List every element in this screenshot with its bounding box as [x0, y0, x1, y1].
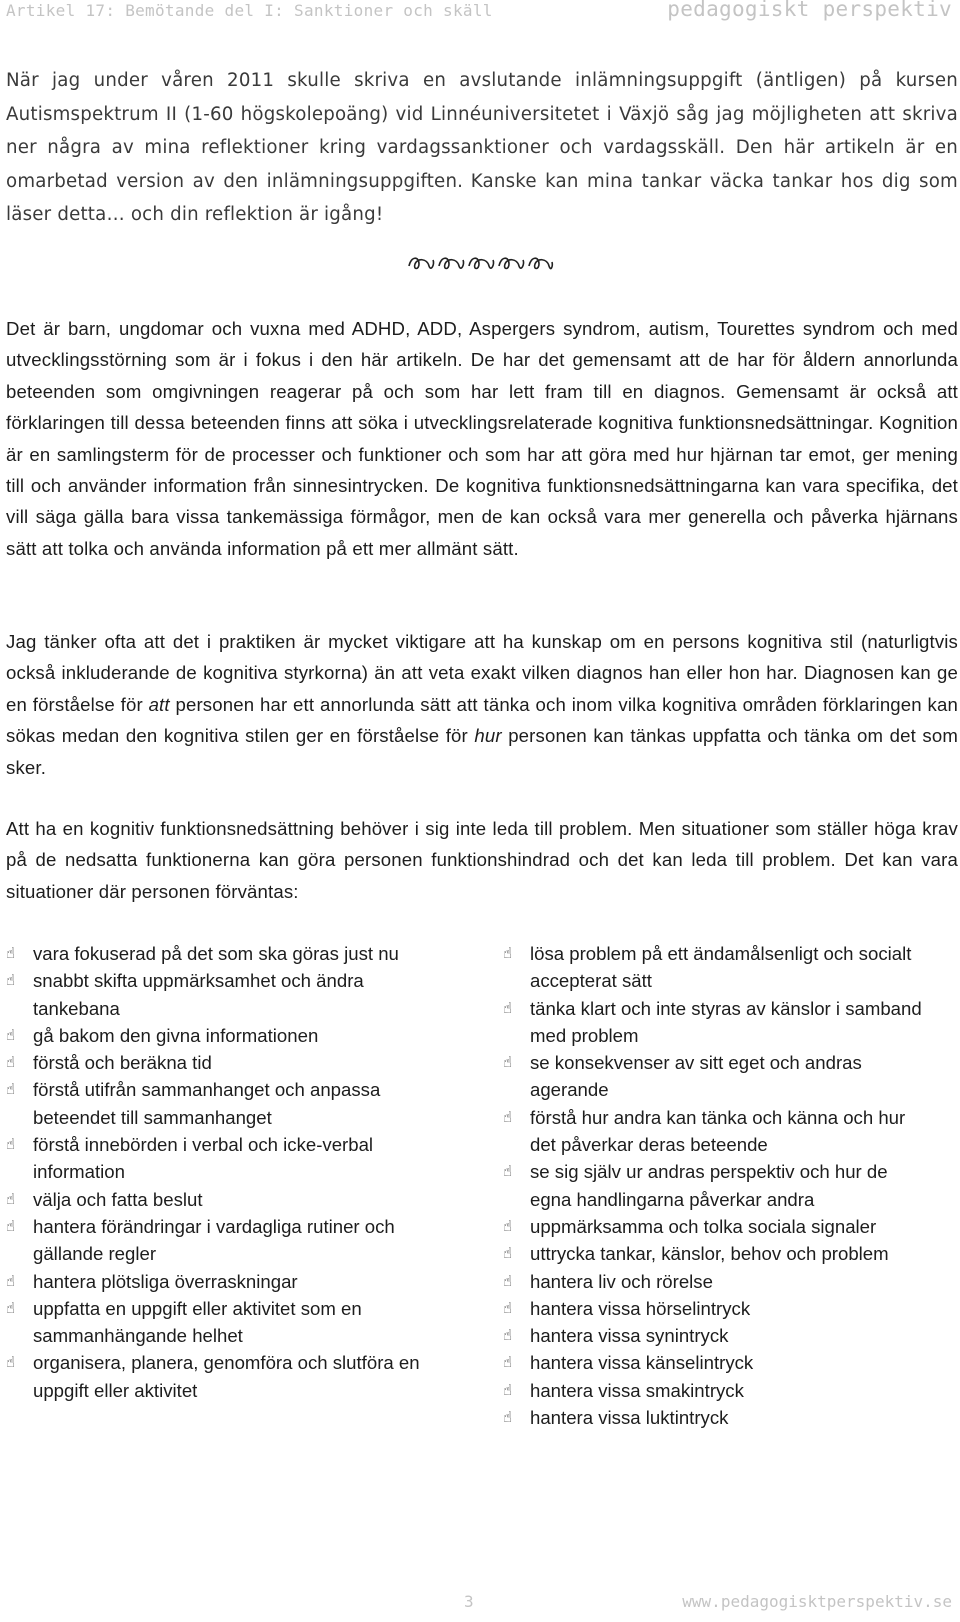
paragraph-cognitive-style — [6, 626, 958, 783]
list-item — [503, 1349, 923, 1376]
section-divider-ornament — [0, 252, 960, 280]
article-title-header: Artikel 17: Bemötande del I: Sanktioner och skäll — [6, 1, 493, 20]
list-item-text: förstå och beräkna tid — [33, 1052, 212, 1074]
list-item-text: hantera vissa känselintryck — [530, 1352, 754, 1374]
list-item-text: förstå innebörden i verbal och icke-verbal information — [33, 1134, 374, 1183]
hand-bullet-icon: ☝ — [6, 1353, 16, 1372]
list-item-text: hantera liv och rörelse — [530, 1270, 713, 1292]
list-item — [6, 1349, 426, 1404]
list-item-text: förstå hur andra kan tänka och känna och hur det påverkar deras beteende — [530, 1106, 906, 1156]
list-item-text: lösa problem på ett ändamålsenligt och socialt accepterat sätt — [530, 943, 912, 992]
list-item — [503, 1322, 923, 1349]
list-item — [503, 1213, 923, 1240]
list-item — [503, 1158, 923, 1213]
list-item — [6, 967, 426, 1022]
hand-bullet-icon: ☝ — [503, 1216, 513, 1235]
hand-bullet-icon: ☝ — [503, 1380, 513, 1399]
list-item — [503, 940, 923, 995]
hand-bullet-icon: ☝ — [6, 1271, 16, 1290]
hand-bullet-icon: ☝ — [503, 1353, 513, 1372]
hand-bullet-icon: ☝ — [6, 1135, 16, 1154]
list-item-text: organisera, planera, genomföra och slutföra en uppgift eller aktivitet — [33, 1352, 420, 1401]
ornament-icon — [405, 252, 555, 274]
p2-emphasis-hur: hur — [474, 725, 502, 747]
list-item — [6, 1186, 426, 1213]
paragraph-situations: Att ha en kognitiv funktionsnedsättning behöver i sig inte leda till problem. Men situationer som ställer höga krav på de nedsatta funktionerna kan göra personen funktionshindrad och det kan leda till problem. Det kan vara situationer där personen förväntas: — [6, 818, 958, 902]
hand-bullet-icon: ☝ — [6, 1298, 16, 1317]
list-item — [503, 1404, 923, 1431]
hand-bullet-icon: ☝ — [503, 1244, 513, 1263]
list-item — [6, 1049, 426, 1076]
hand-bullet-icon: ☝ — [6, 1080, 16, 1099]
list-item-text: tänka klart och inte styras av känslor i samband med problem — [530, 997, 922, 1046]
list-item-text: hantera vissa smakintryck — [530, 1379, 744, 1401]
p2-text-b: personen har ett annorlunda sätt att tänka och inom vilka kognitiva områden förklaringen kan sökas medan den kognitiva stilen ger en förståelse för — [6, 693, 958, 747]
list-item-text: hantera vissa hörselintryck — [530, 1297, 751, 1319]
intro-text-part1: När jag under våren 2011 skulle skriva en avslutande inlämningsuppgift (äntligen) på kursen Autismspektrum II (1-60 högskolepoäng) vid Linnéuniversitetet i Växjö såg jag möjligheten att skriva ner några av mina reflektioner kring vardagssanktioner och vardagsskäll. Den här artikeln är en omarbetad version av den inlämningsuppgiften. — [6, 70, 958, 192]
list-item — [6, 940, 426, 967]
list-item — [503, 1295, 923, 1322]
list-item-text: se konsekvenser av sitt eget och andras agerande — [530, 1052, 862, 1101]
list-item-text: uppfatta en uppgift eller aktivitet som en sammanhängande helhet — [33, 1297, 362, 1347]
list-item-text: förstå utifrån sammanhanget och anpassa beteendet till sammanhanget — [33, 1079, 381, 1128]
list-item-text: uttrycka tankar, känslor, behov och problem — [530, 1243, 889, 1265]
situations-list-right — [503, 940, 923, 1431]
list-item — [503, 1240, 923, 1267]
p2-emphasis-att: att — [148, 693, 170, 715]
hand-bullet-icon: ☝ — [6, 1189, 16, 1208]
list-item — [503, 995, 923, 1050]
hand-bullet-icon: ☝ — [503, 1271, 513, 1290]
list-item — [503, 1049, 923, 1104]
page-header — [0, 0, 960, 30]
hand-bullet-icon: ☝ — [503, 1107, 513, 1126]
list-item — [6, 1268, 426, 1295]
list-item-text: snabbt skifta uppmärksamhet och ändra tankebana — [33, 970, 364, 1019]
list-item — [503, 1377, 923, 1404]
list-item-text: vara fokuserad på det som ska göras just nu — [33, 943, 399, 964]
p2-text-c: personen kan tänkas uppfatta och tänka om det som sker. — [6, 725, 958, 778]
list-item — [6, 1022, 426, 1049]
hand-bullet-icon: ☝ — [6, 1053, 16, 1072]
hand-bullet-icon: ☝ — [503, 1053, 513, 1072]
situations-list-left — [6, 940, 426, 1404]
list-item — [6, 1076, 426, 1131]
list-item-text: gå bakom den givna informationen — [33, 1024, 319, 1046]
hand-bullet-icon: ☝ — [6, 1025, 16, 1044]
list-item — [503, 1104, 923, 1159]
hand-bullet-icon: ☝ — [503, 1326, 513, 1345]
list-item-text: hantera förändringar i vardagliga rutiner och gällande regler — [33, 1215, 395, 1265]
list-item — [6, 1295, 426, 1350]
intro-paragraph — [6, 64, 958, 232]
hand-bullet-icon: ☝ — [6, 971, 16, 990]
list-item-text: hantera vissa luktintryck — [530, 1407, 729, 1429]
list-item-text: uppmärksamma och tolka sociala signaler — [530, 1215, 877, 1237]
hand-bullet-icon: ☝ — [503, 1408, 513, 1427]
list-item — [503, 1268, 923, 1295]
paragraph-cognition: Det är barn, ungdomar och vuxna med ADHD, ADD, Aspergers syndrom, autism, Tourettes syndrom och med utvecklingsstörning som är i fokus i den här artikeln. De har det gemensamt att de har för åldern annorlunda beteenden som omgivningen reagerar på och som har lett fram till en diagnos. Gemensamt är också att förklaringen till dessa beteenden finns att söka i utvecklingsrelaterade kognitiva funktionsnedsättningar. Kognition är en samlingsterm för de processer och funktioner och som har att göra med hur hjärnan tar emot, ger mening till och använder information från sinnesintrycken. De kognitiva funktionsnedsättningarna kan vara specifika, det vill säga gälla bara vissa tankemässiga förmågor, men de kan också vara mer generella och påverka hjärnans sätt att tolka och använda information på ett mer allmänt sätt. — [6, 318, 958, 559]
page-number: 3 — [464, 1592, 474, 1611]
intro-text-part2: Kanske kan mina tankar väcka tankar hos dig som läser detta… och din reflektion är igång! — [6, 170, 958, 225]
hand-bullet-icon: ☝ — [503, 998, 513, 1017]
list-item-text: hantera vissa synintryck — [530, 1325, 729, 1347]
list-item — [6, 1213, 426, 1268]
footer-website-link[interactable]: www.pedagogisktperspektiv.se — [682, 1592, 952, 1611]
publication-name-header: pedagogiskt perspektiv — [667, 0, 952, 21]
hand-bullet-icon: ☝ — [6, 1216, 16, 1235]
list-item-text: se sig själv ur andras perspektiv och hur de egna handlingarna påverkar andra — [530, 1161, 888, 1210]
list-item-text: hantera plötsliga överraskningar — [33, 1270, 298, 1292]
hand-bullet-icon: ☝ — [6, 944, 16, 962]
hand-bullet-icon: ☝ — [503, 1298, 513, 1317]
list-item — [6, 1131, 426, 1186]
p2-text-a: Jag tänker ofta att det i praktiken är mycket viktigare att ha kunskap om en persons kognitiva stil (naturligtvis också inkluderande de kognitiva styrkorna) än att veta exakt vilken diagnos han eller hon har. Diagnosen kan ge en förståelse för — [6, 631, 958, 715]
hand-bullet-icon: ☝ — [503, 944, 513, 962]
hand-bullet-icon: ☝ — [503, 1162, 513, 1181]
list-item-text: välja och fatta beslut — [33, 1188, 203, 1210]
